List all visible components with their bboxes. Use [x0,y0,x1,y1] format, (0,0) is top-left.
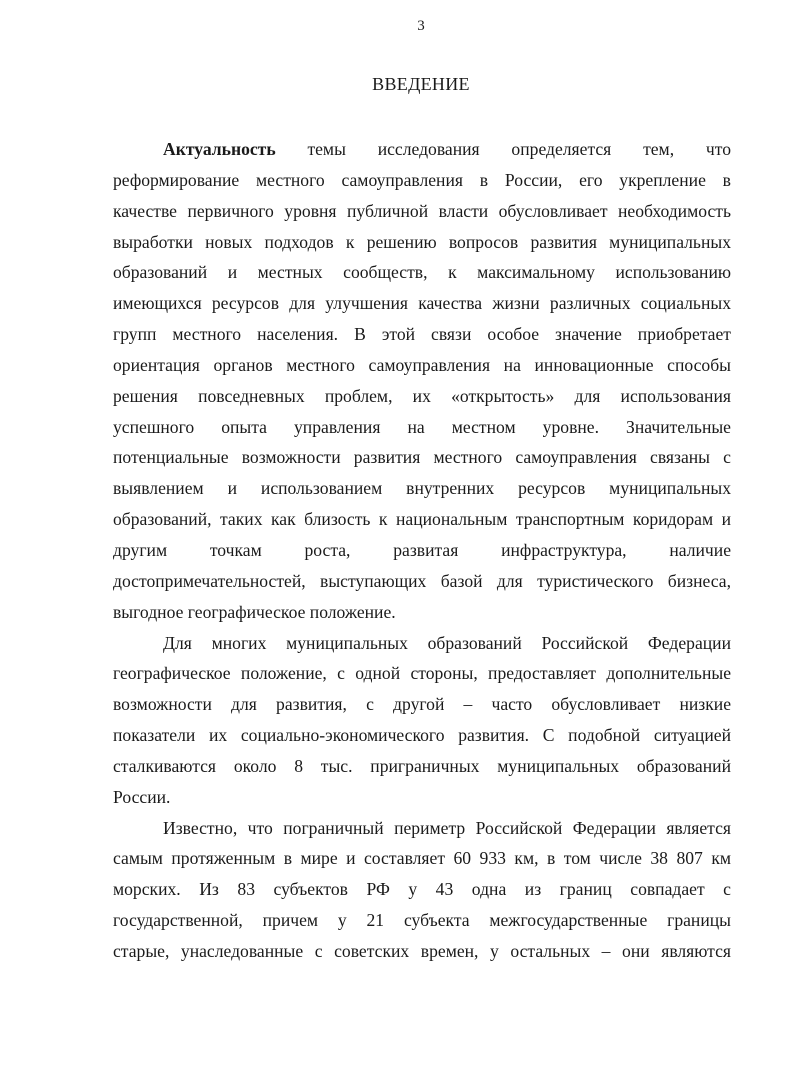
paragraph [113,630,731,815]
text-line: Известно, что пограничный периметр Российской Федерации является [163,817,731,838]
text-line: старые, унаследованные с советских времен, у остальных – они являются [113,940,731,961]
text-line: России. [113,786,171,807]
text-line: географическое положение, с одной стороны, предоставляет дополнительные [113,663,731,684]
page-number: 3 [417,18,425,34]
text-line: успешного опыта управления на местном уровне. Значительные [113,416,731,437]
text-line: реформирование местного самоуправления в России, его укрепление в [113,169,731,190]
text-line: показатели их социально-экономического развития. С подобной ситуацией [113,725,731,746]
text-line: морских. Из 83 субъектов РФ у 43 одна из границ совпадает с [113,879,731,900]
text-line: качестве первичного уровня публичной власти обусловливает необходимость [113,200,731,221]
text-line: достопримечательностей, выступающих базой для туристического бизнеса, [113,570,731,591]
paragraph [113,815,731,969]
text-line: выгодное географическое положение. [113,601,396,622]
text-line: возможности для развития, с другой – часто обусловливает низкие [113,694,731,715]
lead-term: Актуальность [163,139,276,159]
text-line: ориентация органов местного самоуправления на инновационные способы [113,354,731,375]
document-body [113,136,731,969]
text-line: потенциальные возможности развития местного самоуправления связаны с [113,447,731,468]
text-line: групп местного населения. В этой связи особое значение приобретает [113,324,731,345]
text-line [113,136,731,167]
text-line: решения повседневных проблем, их «открытость» для использования [113,385,731,406]
section-title: ВВЕДЕНИЕ [372,74,470,94]
text-line: выработки новых подходов к решению вопросов развития муниципальных [113,231,731,252]
text-line: образований, таких как близость к национальным транспортным коридорам и [113,509,731,530]
paragraph [113,136,731,630]
line-text: темы исследования определяется тем, что [275,139,731,159]
text-line: выявлением и использованием внутренних ресурсов муниципальных [113,478,731,499]
text-line: другим точкам роста, развитая инфраструктура, наличие [113,539,731,560]
text-line: образований и местных сообществ, к максимальному использованию [113,262,731,283]
text-line: государственной, причем у 21 субъекта межгосударственные границы [113,910,731,931]
text-line: сталкиваются около 8 тыс. приграничных муниципальных образований [113,755,731,776]
text-line: Для многих муниципальных образований Российской Федерации [163,632,731,653]
text-line: самым протяженным в мире и составляет 60 933 км, в том числе 38 807 км [113,848,731,869]
text-line: имеющихся ресурсов для улучшения качества жизни различных социальных [113,293,731,314]
